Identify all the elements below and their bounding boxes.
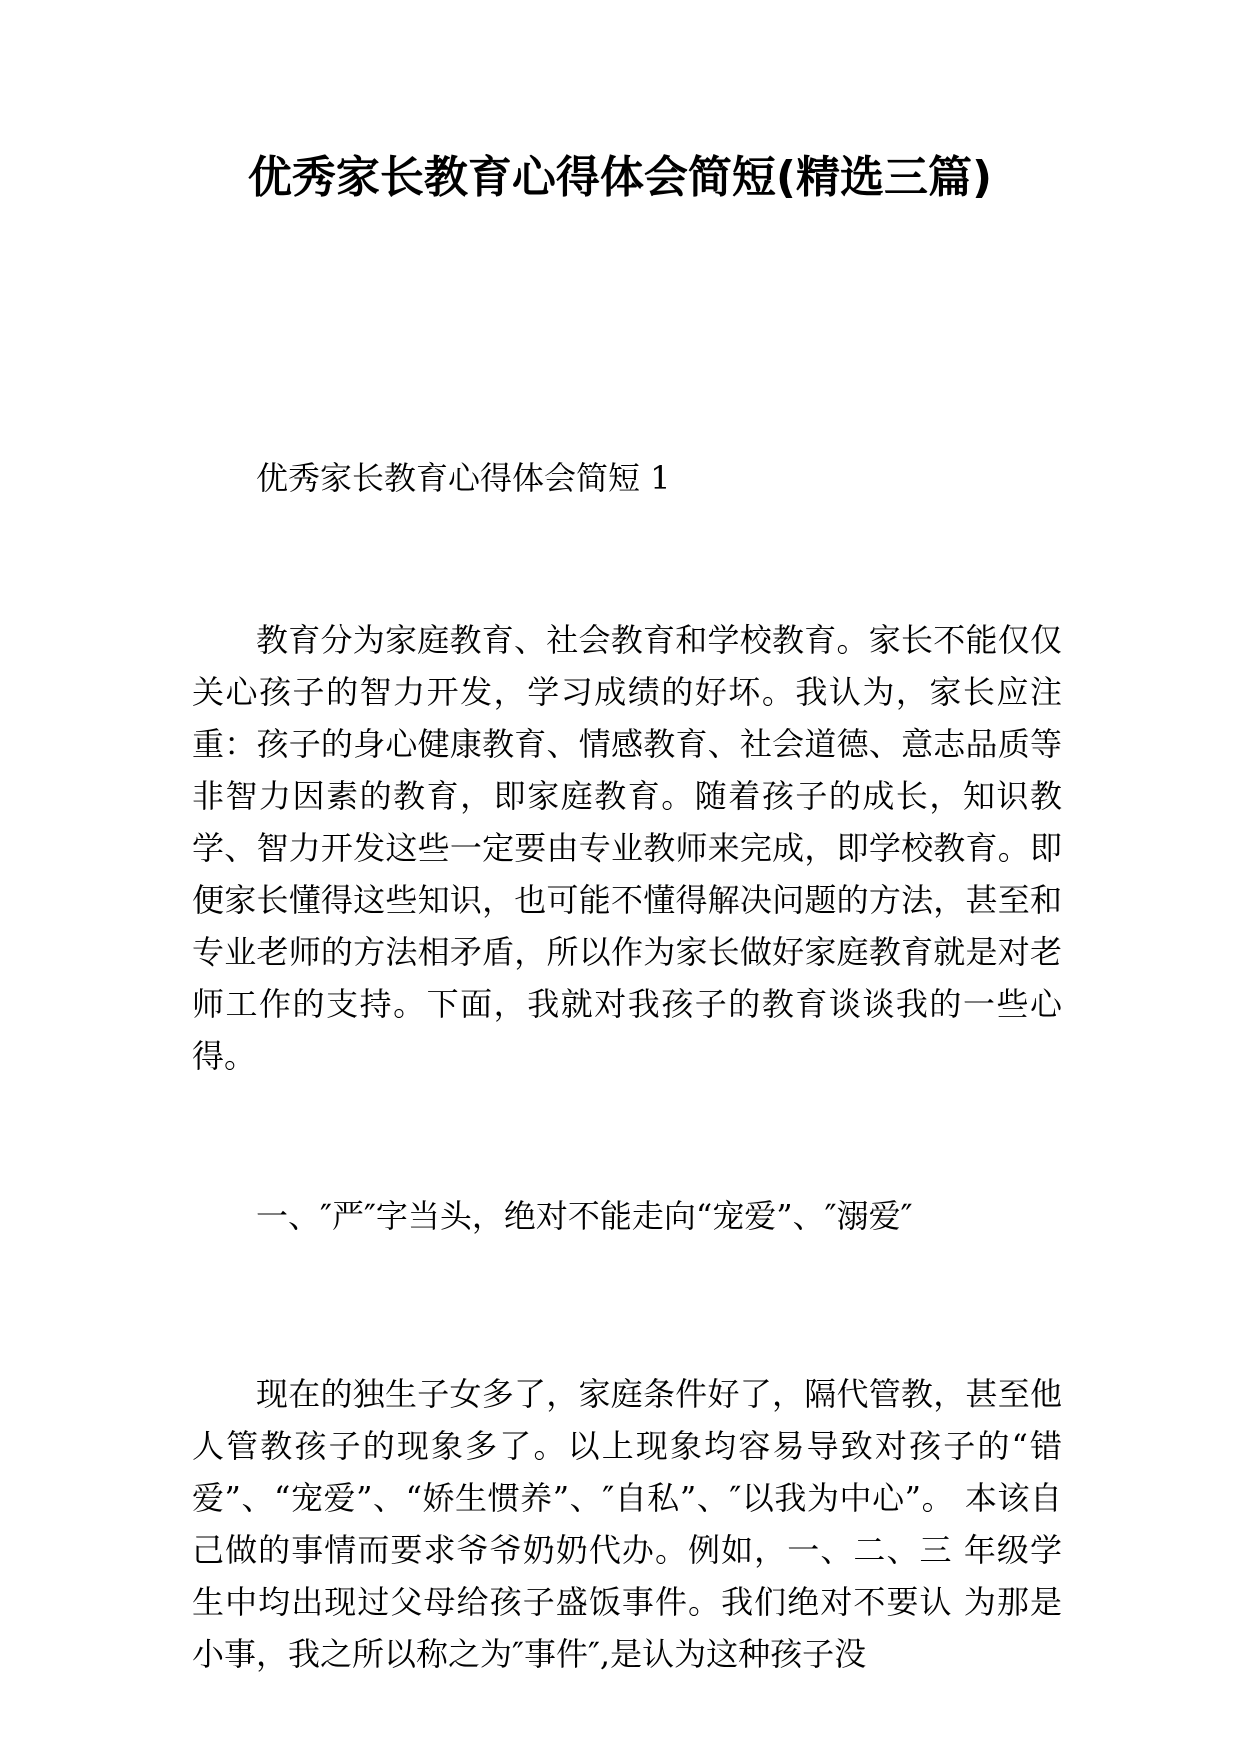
body-paragraph-2: 现在的独生子女多了，家庭条件好了，隔代管教，甚至他人管教孩子的现象多了。以上现象均容易导致对孩子的“错爱”、“宠爱”、“娇生惯养”、″自私”、″以我为中心”。 本该自己做的事情而要求爷爷奶奶代办。例如，一、二、三 年级学生中均出现过父母给孩子盛饭事件。我们绝对不要认 为那是小事，我之所以称之为″事件″,是认为这种孩子没 bbox=[192, 1375, 1062, 1673]
body-paragraph-1: 教育分为家庭教育、社会教育和学校教育。家长不能仅仅关心孩子的智力开发，学习成绩的好坏。我认为，家长应注重：孩子的身心健康教育、情感教育、社会道德、意志品质等非智力因素的教育，即家庭教育。随着孩子的成长，知识教学、智力开发这些一定要由专业教师来完成，即学校教育。即便家长懂得这些知识，也可能不懂得解决问题的方法，甚至和专业老师的方法相矛盾，所以作为家长做好家庭教育就是对老师工作的支持。下面，我就对我孩子的教育谈谈我的一些心得。 bbox=[192, 621, 1062, 1075]
section-heading: 优秀家长教育心得体会简短 1 bbox=[256, 459, 671, 497]
subheading-1: 一、″严″字当头，绝对不能走向“宠爱”、″溺爱″ bbox=[256, 1197, 913, 1235]
document-title: 优秀家长教育心得体会简短(精选三篇) bbox=[247, 152, 993, 203]
